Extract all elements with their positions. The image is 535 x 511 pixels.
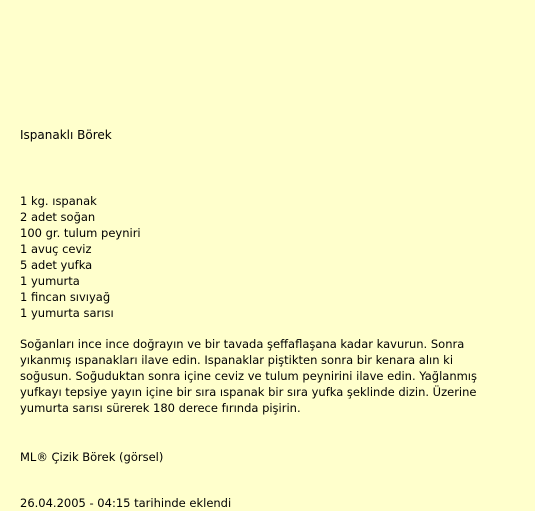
ingredient-item: 1 avuç ceviz: [20, 242, 92, 256]
ingredient-item: 1 kg. ıspanak: [20, 194, 97, 208]
ingredient-item: 1 fincan sıvıyağ: [20, 290, 111, 304]
recipe-instructions: Soğanları ince ince doğrayın ve bir tavada şeffaflaşana kadar kavurun. Sonra yıkanmış ıspanakları ilave edin. Ispanaklar piştikten sonra bir kenara alın ki soğusun. Soğuduktan sonra içine ceviz ve tulum peynirini ilave edin. Yağlanmış yufkayı tepsiye yayın içine bir sıra ıspanak bir sıra yufka şeklinde dizin. Üzerine yumurta sarısı sürerek 180 derece fırında pişirin.: [20, 337, 477, 415]
ingredient-item: 2 adet soğan: [20, 210, 96, 224]
ingredient-item: 5 adet yufka: [20, 258, 93, 272]
ingredient-item: 1 yumurta: [20, 274, 80, 288]
recipe-image-link[interactable]: ML® Çizik Börek (görsel): [20, 450, 164, 464]
added-date: 26.04.2005 - 04:15 tarihinde eklendi: [20, 496, 232, 510]
recipe-title: Ispanaklı Börek: [20, 128, 112, 142]
ingredient-item: 1 yumurta sarısı: [20, 306, 114, 320]
ingredient-item: 100 gr. tulum peyniri: [20, 226, 141, 240]
ingredient-list: [20, 193, 141, 321]
